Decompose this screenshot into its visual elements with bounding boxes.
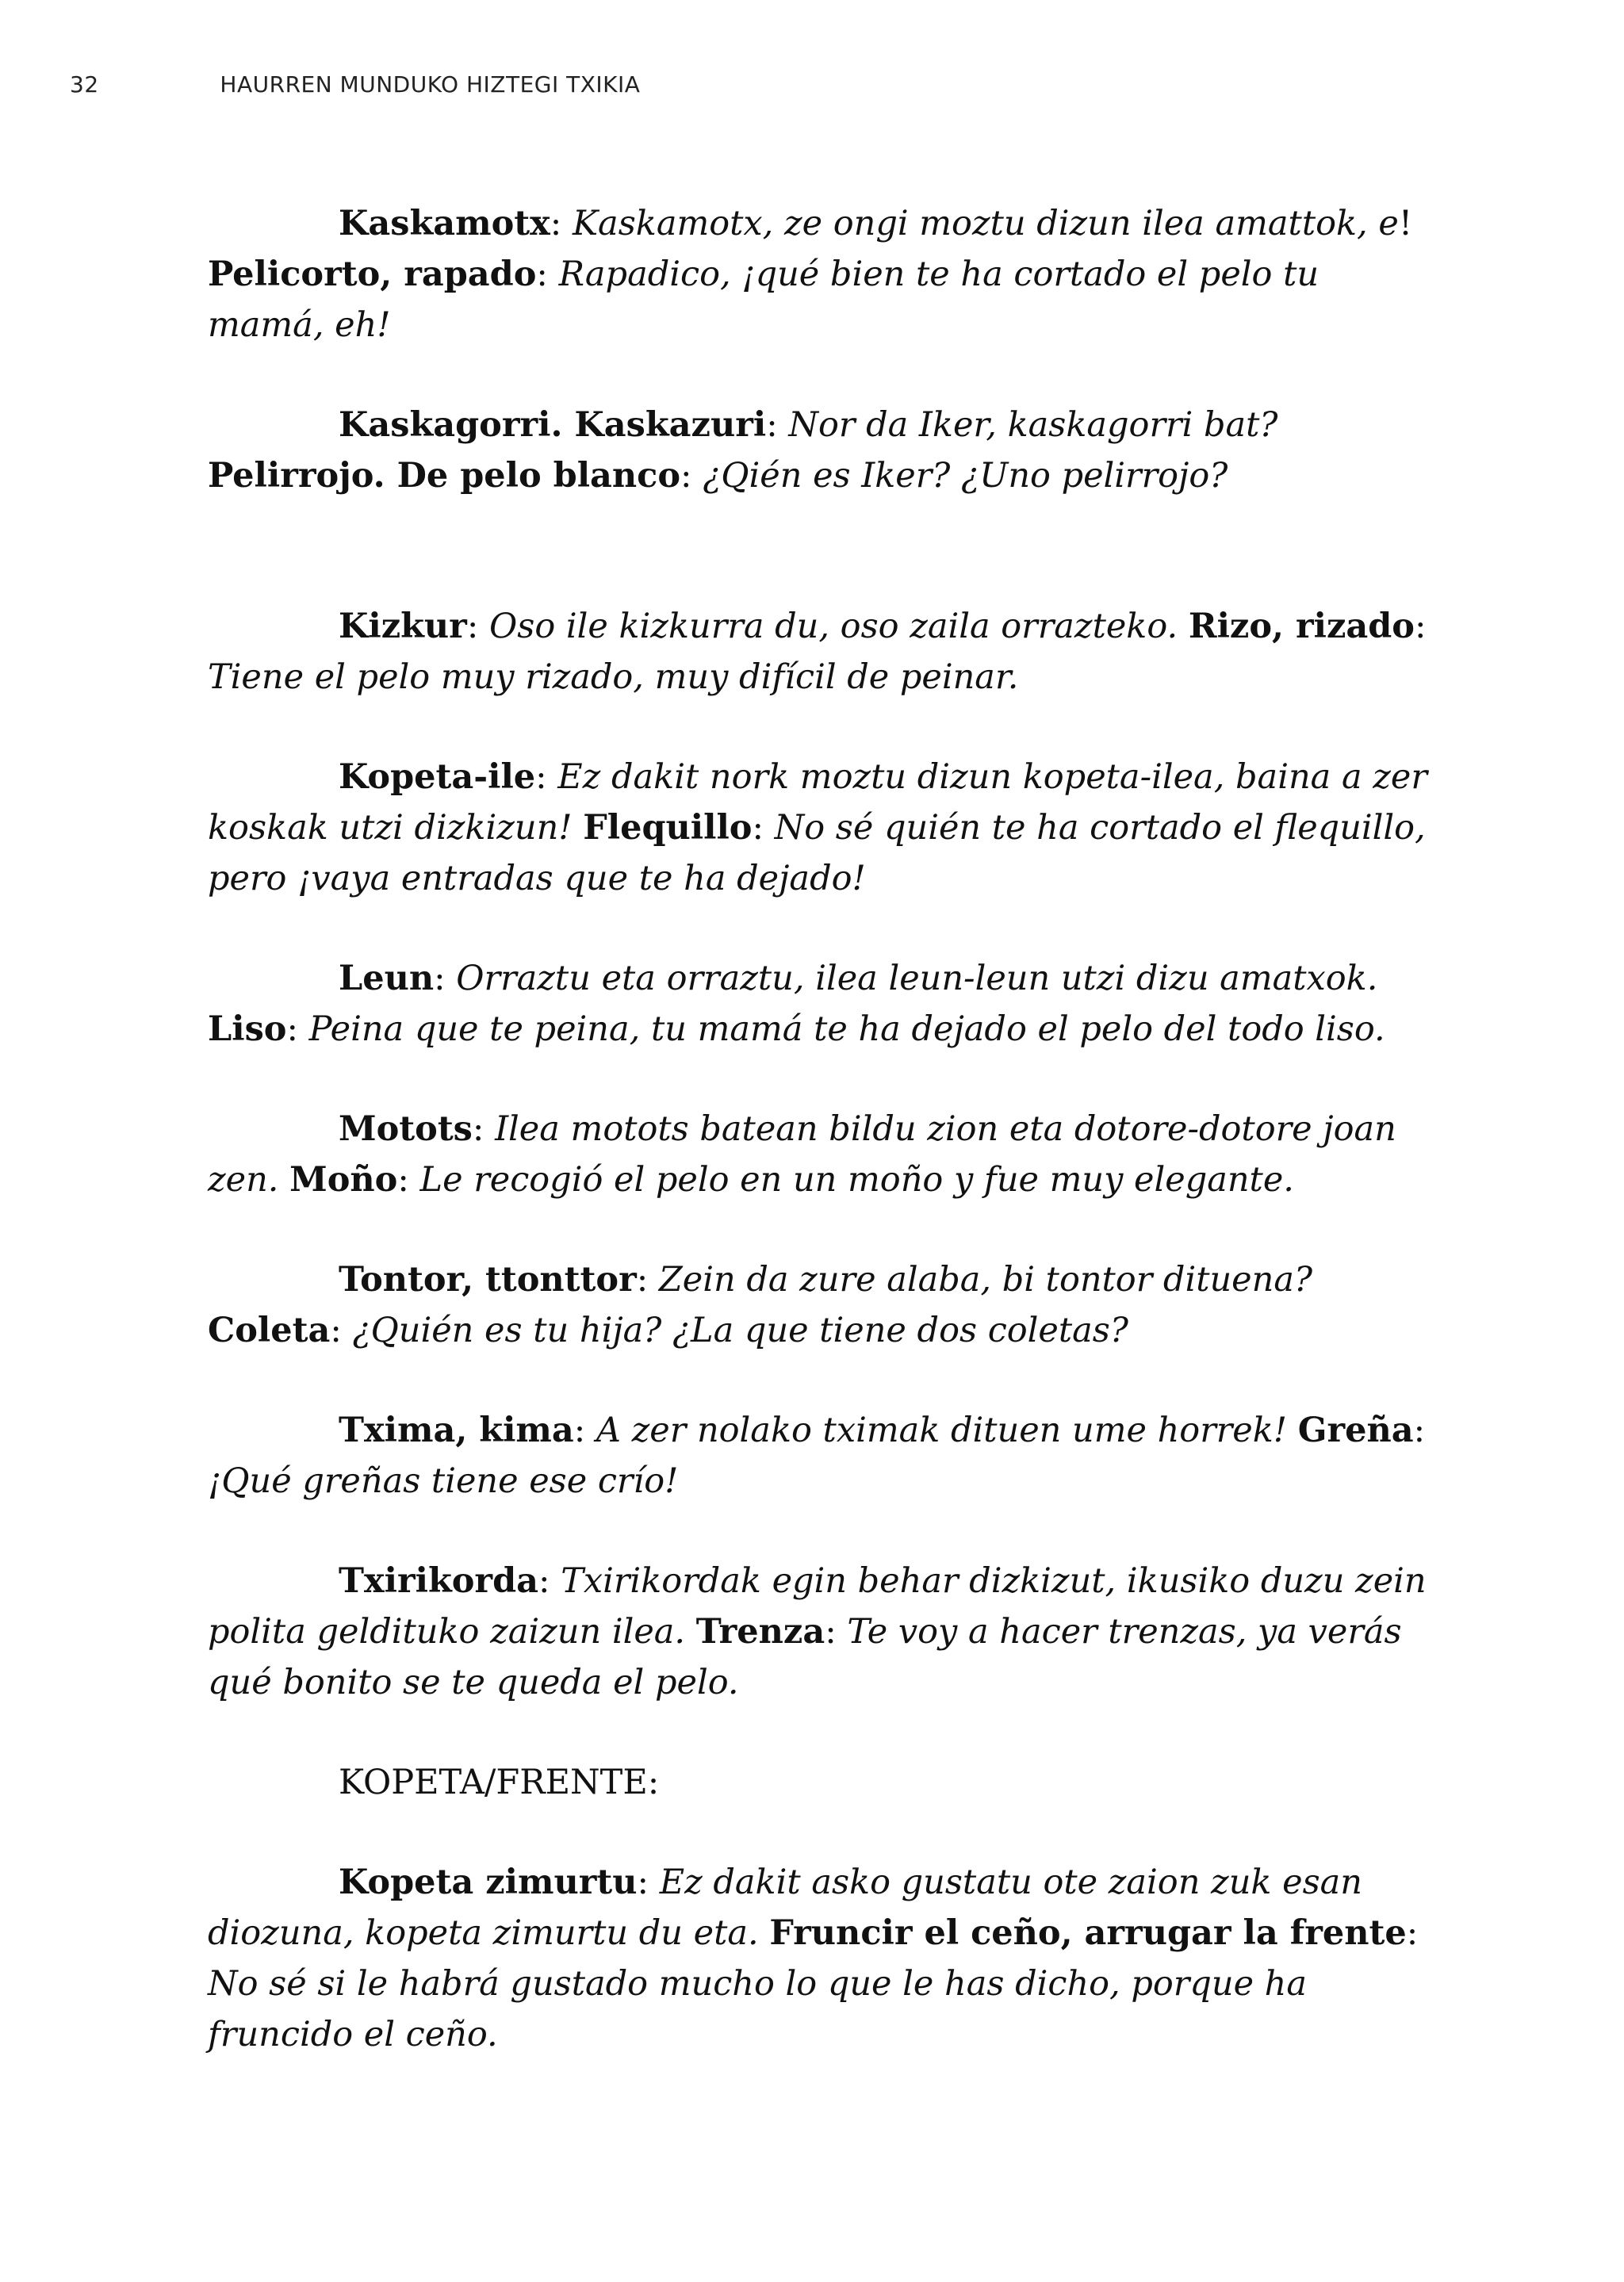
page-number: 32 <box>70 71 99 98</box>
separator: : <box>536 255 559 294</box>
headword: Kopeta-ile <box>339 757 536 797</box>
separator: : <box>636 1260 659 1300</box>
entry-kaskamotx <box>208 198 1445 350</box>
example-sentence: No sé quién te ha cortado el flequillo, pero ¡vaya entradas que te ha dejado! <box>208 808 1426 898</box>
separator: : <box>1413 1411 1426 1450</box>
headword: Greña <box>1297 1411 1414 1450</box>
example-sentence: A zer nolako tximak dituen ume horrek! <box>596 1411 1288 1450</box>
headword: Txirikorda <box>339 1561 539 1601</box>
example-sentence: Rapadico, ¡qué bien te ha cortado el pelo tu mamá, eh! <box>208 255 1320 345</box>
example-sentence: Zein da zure alaba, bi tontor dituena? <box>658 1260 1313 1300</box>
headword: Coleta <box>208 1311 331 1350</box>
separator: : <box>472 1109 496 1149</box>
headword: Fruncir el ceño, arrugar la frente <box>769 1913 1407 1953</box>
example-sentence: ¡Qué greñas tiene ese crío! <box>208 1461 679 1501</box>
separator <box>1287 1411 1298 1450</box>
headword: Trenza <box>695 1612 825 1652</box>
headword: Rizo, rizado <box>1188 607 1415 646</box>
example-sentence: Peina que te peina, tu mamá te ha dejado el pelo del todo liso. <box>308 1009 1385 1049</box>
entry-tontor <box>208 1254 1445 1356</box>
headword: Txima, kima <box>339 1411 574 1450</box>
entry-kizkur <box>208 601 1445 703</box>
entry-motots <box>208 1104 1445 1205</box>
entry-kopeta-ile <box>208 752 1445 904</box>
headword: Pelirrojo. De pelo blanco <box>208 456 681 496</box>
separator: : <box>330 1311 353 1350</box>
entry-txima <box>208 1405 1445 1507</box>
separator <box>685 1612 696 1652</box>
example-sentence: Txirikordak egin behar dizkizut, ikusiko duzu zein polita geldituko zaizun ilea. <box>208 1561 1427 1652</box>
separator: : <box>434 959 457 998</box>
separator: : <box>538 1561 561 1601</box>
separator: : <box>825 1612 848 1652</box>
separator: : <box>766 405 789 445</box>
separator: : <box>573 1411 596 1450</box>
separator: : <box>680 456 703 496</box>
separator <box>1178 607 1189 646</box>
page-content <box>208 198 1445 2109</box>
entry-kaskagorri <box>208 400 1445 501</box>
example-sentence: No sé si le habrá gustado mucho lo que le has dicho, porque ha fruncido el ceño. <box>208 1964 1308 2054</box>
running-title: HAURREN MUNDUKO HIZTEGI TXIKIA <box>220 71 641 98</box>
headword: Kopeta zimurtu <box>339 1863 638 1902</box>
headword: Moño <box>289 1160 398 1200</box>
example-sentence: Orraztu eta orraztu, ilea leun-leun utzi dizu amatxok. <box>456 959 1378 998</box>
headword: Leun <box>339 959 435 998</box>
example-sentence: Tiene el pelo muy rizado, muy difícil de peinar. <box>208 657 1019 697</box>
headword: Kizkur <box>339 607 467 646</box>
separator: : <box>1414 607 1427 646</box>
separator <box>573 808 584 848</box>
example-sentence: Ez dakit nork moztu dizun kopeta-ilea, baina a zer koskak utzi dizkizun! <box>208 757 1427 848</box>
separator: : <box>286 1009 309 1049</box>
example-sentence: ¿Qién es Iker? ¿Uno pelirrojo? <box>703 456 1228 496</box>
separator: : <box>752 808 775 848</box>
headword: Motots <box>339 1109 473 1149</box>
separator: : <box>637 1863 660 1902</box>
example-sentence: Le recogió el pelo en un moño y fue muy elegante. <box>419 1160 1294 1200</box>
separator: : <box>1406 1913 1419 1953</box>
example-sentence: Nor da Iker, kaskagorri bat? <box>788 405 1278 445</box>
entry-leun <box>208 953 1445 1055</box>
headword: Kaskamotx <box>339 204 550 243</box>
example-sentence: Kaskamotx, ze ongi moztu dizun ilea amattok, e <box>572 204 1399 243</box>
headword: Liso <box>208 1009 287 1049</box>
example-sentence: Ez dakit asko gustatu ote zaion zuk esan diozuna, kopeta zimurtu du eta. <box>208 1863 1362 1953</box>
entry-txirikorda <box>208 1556 1445 1708</box>
separator: : <box>466 607 489 646</box>
example-sentence: ¿Quién es tu hija? ¿La que tiene dos coletas? <box>352 1311 1128 1350</box>
separator <box>759 1913 770 1953</box>
separator: : <box>535 757 558 797</box>
example-sentence: Oso ile kizkurra du, oso zaila orrazteko. <box>489 607 1178 646</box>
headword: Kaskagorri. Kaskazuri <box>339 405 767 445</box>
headword: Flequillo <box>583 808 753 848</box>
separator: ! <box>1398 204 1413 243</box>
section-heading: KOPETA/FRENTE: <box>339 1763 660 1802</box>
running-header <box>70 71 640 98</box>
headword: Pelicorto, rapado <box>208 255 537 294</box>
separator: : <box>397 1160 420 1200</box>
headword: Tontor, ttonttor <box>339 1260 637 1300</box>
separator <box>278 1160 289 1200</box>
example-sentence: Ilea motots batean bildu zion eta dotore-dotore joan zen. <box>208 1109 1396 1200</box>
example-sentence: Te voy a hacer trenzas, ya verás qué bonito se te queda el pelo. <box>208 1612 1402 1702</box>
entry-kopeta-zimurtu <box>208 1857 1445 2060</box>
separator: : <box>550 204 573 243</box>
